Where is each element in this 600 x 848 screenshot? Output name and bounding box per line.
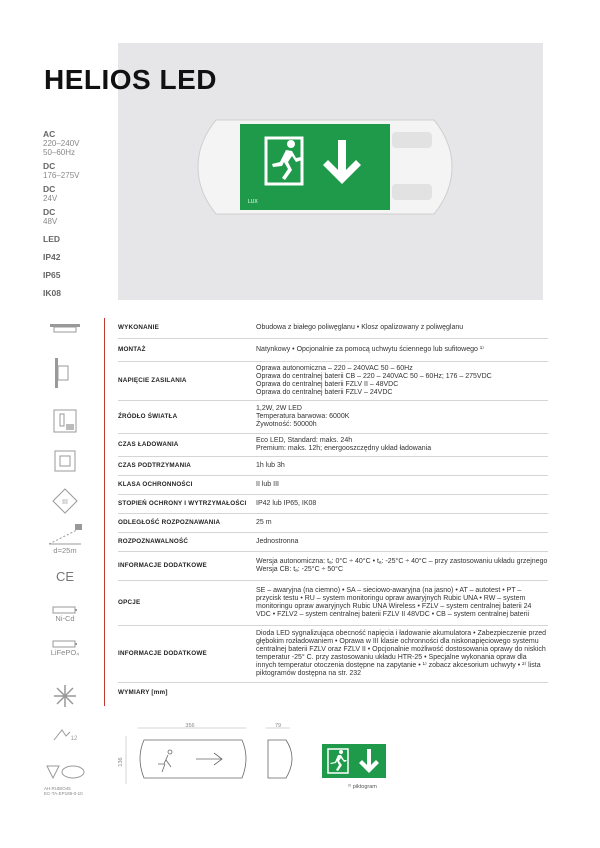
spec-table (118, 318, 548, 703)
spec-value: IP42 lub IP65, IK08 (256, 500, 317, 507)
side-spec-led: LED (43, 234, 60, 244)
spec-key: WYMIARY [mm] (118, 689, 168, 696)
wall-mount-icon (40, 358, 90, 388)
side-spec-dc-24: DC 24V (43, 184, 58, 203)
spec-key: ŹRÓDŁO ŚWIATŁA (118, 413, 178, 420)
pictogram-note: ²⁾ piktogram (348, 784, 377, 790)
spec-value: 1h lub 3h (256, 462, 285, 469)
side-spec-dc-176: DC 176–275V (43, 161, 80, 180)
lifepo-label: LiFePO₄ (50, 648, 80, 657)
spec-row (118, 626, 548, 683)
svg-text:III: III (62, 499, 68, 506)
spec-row (118, 552, 548, 581)
side-spec-ik08: IK08 (43, 288, 61, 298)
side-spec-ac: AC 220–240V 50–60Hz (43, 129, 80, 157)
dim-height: 136 (118, 757, 124, 767)
spec-value: Dioda LED sygnalizująca obecność napięcia i ładowanie akumulatora • Zabezpieczenie przed głębokim rozładowaniem • Oprawa w III klasie ochronności dla niskonapięciowego systemu centralnej baterii FZLV oraz FZLV II • Opcjonalnie możliwość dostosowania oprawy do niskich temperatur -25° C. przy zastosowaniu układu HTR-25 • Specjalne wykonania opraw dla innych temperatur otoczenia dostępne na zapytanie • ¹⁾ zobacz akcesorium uchwyty • ²⁾ lista piktogramów dostępna na str. 232 (256, 630, 547, 677)
certification-mark-icon (40, 764, 90, 780)
side-spec-ip65: IP65 (43, 270, 61, 280)
spec-key: INFORMACJE DODATKOWE (118, 650, 207, 657)
spec-value: SE – awaryjna (na ciemno) • SA – sieciowo-awaryjna (na jasno) • AT – autotest • PT – przycisk testu • RU – system monitoringu opraw awaryjnych Rubic UNA • RW – system monitoringu opraw awaryjnych Rubic UNA Wireless • FZLV – system centralnej baterii 24 VDC • FZLV2 – system centralnej baterii FZLV II 48VDC • CB – system centralnej baterii (256, 587, 532, 618)
spec-value: Wersja autonomiczna: tₐ: 0°C ÷ 40°C • tₐ: -25°C ÷ 40°C – przy zastosowaniu układu grzejnego Wersja CB: tₐ: -25°C ÷ 50°C (256, 558, 548, 573)
spec-row (118, 476, 548, 495)
dimension-drawing (118, 722, 548, 812)
dim-depth: 79 (274, 723, 282, 729)
ce-mark-icon (40, 568, 90, 584)
spec-key: NAPIĘCIE ZASILANIA (118, 377, 187, 384)
impact-resistance-icon (40, 728, 90, 742)
product-title: HELIOS LED (44, 64, 218, 95)
spec-key: MONTAŻ (118, 346, 146, 353)
spec-row (118, 362, 548, 401)
side-spec-list (43, 130, 113, 307)
side-spec-dc-48: DC 48V (43, 207, 58, 226)
accent-divider (104, 318, 105, 706)
spec-key: STOPIEŃ OCHRONY I WYTRZYMAŁOŚCI (118, 500, 247, 507)
spec-key: INFORMACJE DODATKOWE (118, 562, 207, 569)
nicd-battery-icon (40, 606, 90, 623)
ceiling-mount-icon (40, 324, 90, 334)
snowflake-icon (40, 684, 90, 708)
distance-label: d=25m (53, 546, 77, 555)
distance-icon (40, 524, 90, 555)
svg-text:CE: CE (55, 569, 75, 584)
spec-key: ROZPOZNAWALNOŚĆ (118, 538, 189, 545)
spec-row (118, 683, 548, 703)
class-two-icon (40, 450, 90, 472)
class-three-icon (40, 488, 90, 514)
spec-row (118, 581, 548, 626)
spec-row (118, 457, 548, 476)
footer-codes: AH.RUBIO45 EC-TA-EP189-0-10 (44, 786, 83, 796)
dim-width: 356 (185, 723, 195, 729)
spec-value: Obudowa z białego poliwęglanu • Klosz opalizowany z poliwęglanu (256, 324, 464, 331)
lamp-temperature-icon (40, 408, 90, 434)
spec-value: Eco LED, Standard: maks. 24h Premium: maks. 12h; energooszczędny układ ładowania (256, 437, 432, 452)
spec-row (118, 495, 548, 514)
spec-key: ODLEGŁOŚĆ ROZPOZNAWANIA (118, 519, 221, 526)
side-spec-ip42: IP42 (43, 252, 61, 262)
spec-value: 25 m (256, 519, 272, 526)
spec-key: OPCJE (118, 599, 141, 606)
spec-value: Jednostronna (256, 538, 299, 545)
spec-value: II lub III (256, 481, 279, 488)
spec-key: CZAS PODTRZYMANIA (118, 462, 192, 469)
fixture-brand: LUX (248, 199, 258, 205)
spec-value: Oprawa autonomiczna – 220 – 240VAC 50 – 60Hz Oprawa do centralnej baterii CB – 220 – 240VAC 50 – 60Hz; 176 – 275VDC Oprawa do centralnej baterii FZLV II – 48VDC Oprawa do centralnej baterii FZLV – 24VDC (256, 365, 492, 396)
spec-key: WYKONANIE (118, 324, 159, 331)
ik-label: 12 (70, 736, 78, 742)
spec-row (118, 533, 548, 552)
spec-value: 1,2W, 2W LED Temperatura barwowa: 6000K Żywotność: 50000h (256, 405, 350, 428)
spec-key: KLASA OCHRONNOŚCI (118, 481, 193, 488)
fixture-illustration (196, 112, 454, 222)
spec-row (118, 401, 548, 434)
spec-key: CZAS ŁADOWANIA (118, 441, 179, 448)
nicd-label: Ni-Cd (55, 614, 75, 623)
lifepo-battery-icon (40, 640, 90, 657)
spec-row (118, 339, 548, 362)
spec-value: Natynkowy • Opcjonalnie za pomocą uchwytu ściennego lub sufitowego ¹⁾ (256, 346, 484, 353)
spec-row (118, 318, 548, 339)
spec-row (118, 434, 548, 457)
spec-row (118, 514, 548, 533)
